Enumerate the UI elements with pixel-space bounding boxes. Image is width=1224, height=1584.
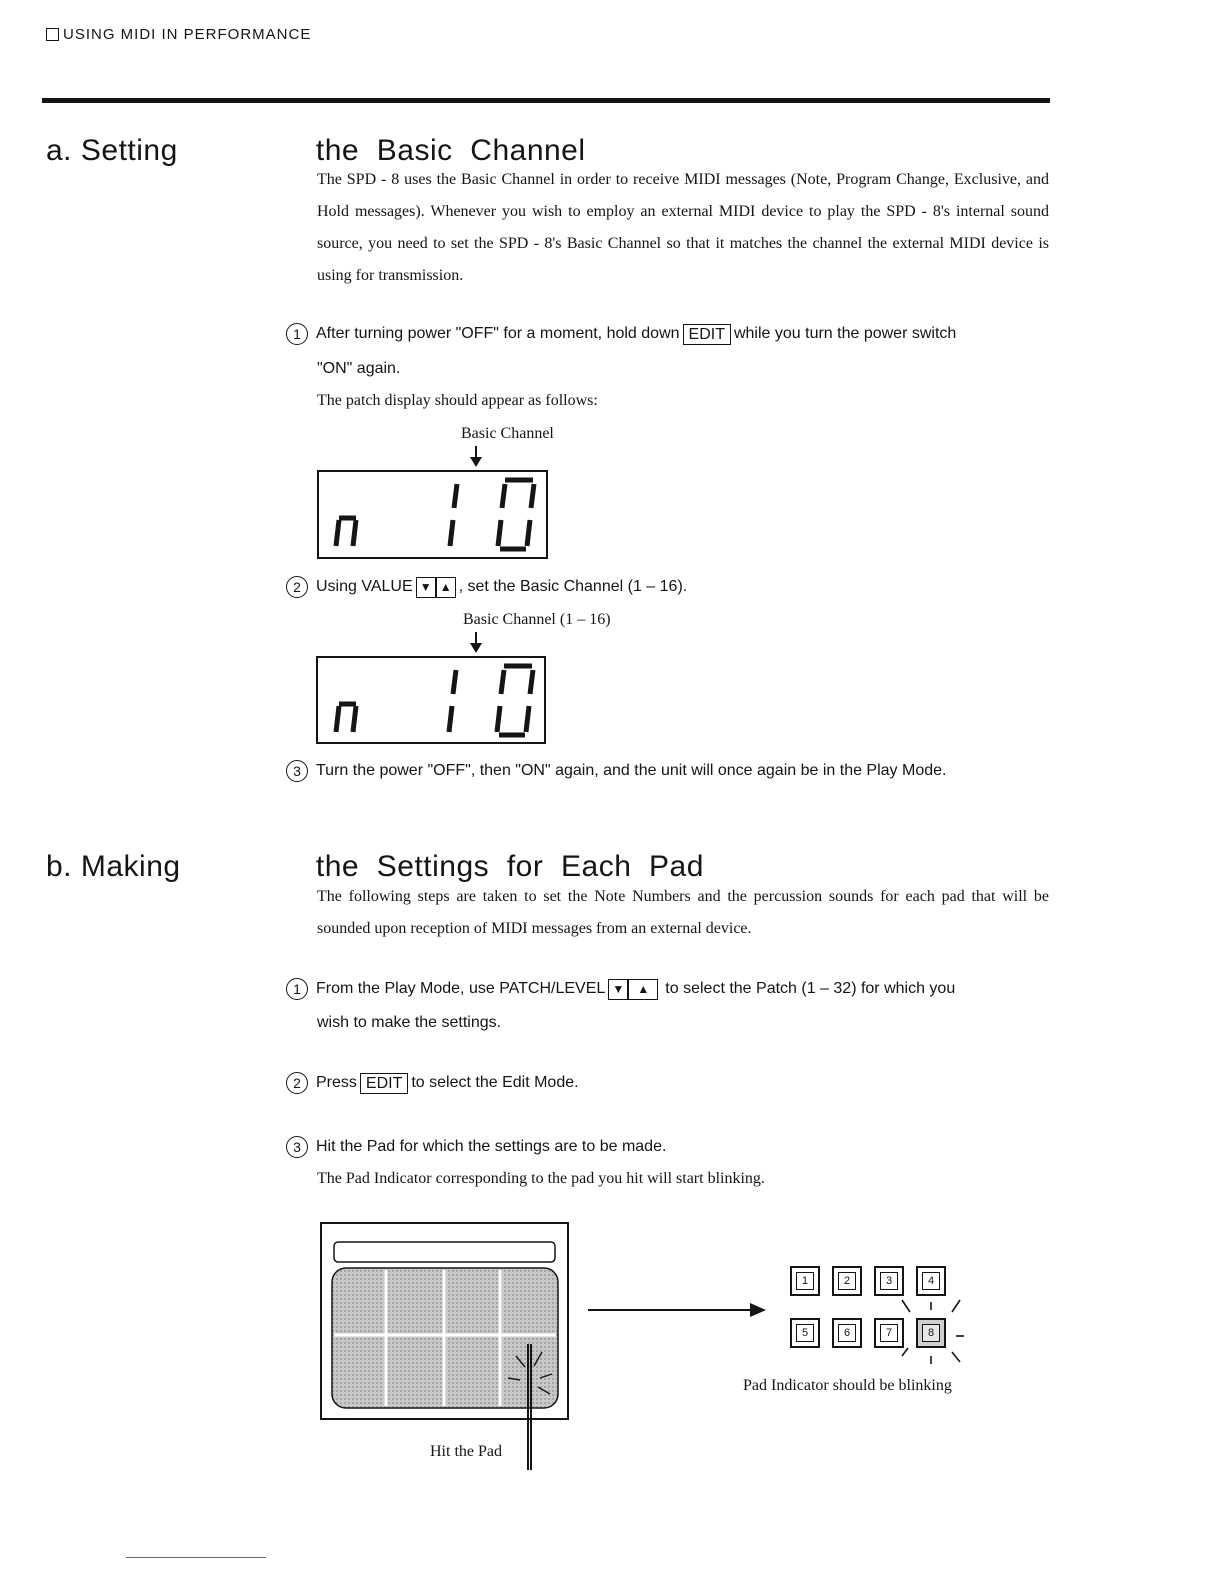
pad-number: 7 [880, 1324, 898, 1342]
step-number: 1 [286, 323, 308, 345]
arrow-down-icon [466, 446, 486, 468]
step-text: Press [316, 1074, 357, 1091]
step-text: while you turn the power switch [733, 325, 957, 342]
step-number: 2 [286, 1072, 308, 1094]
section-a-title [46, 134, 586, 168]
step-text: Hit the Pad for which the settings are to be made. [316, 1138, 667, 1155]
pad-number: 6 [838, 1324, 856, 1342]
up-triangle-icon: ▲ [436, 577, 456, 598]
display1-caption: Basic Channel [461, 425, 554, 442]
edit-button-label: EDIT [360, 1073, 408, 1094]
section-a-step1-note: The patch display should appear as follows: [317, 392, 598, 409]
section-b-step1-line2: wish to make the settings. [317, 1014, 502, 1031]
hit-pad-caption: Hit the Pad [430, 1443, 502, 1460]
header-rule [42, 98, 1050, 103]
pad-indicator-caption: Pad Indicator should be blinking [743, 1377, 952, 1394]
value-buttons [416, 577, 456, 598]
step-text: Turn the power "OFF", then "ON" again, and the unit will once again be in the Play Mode. [316, 762, 947, 779]
pad-number: 1 [796, 1272, 814, 1290]
pad-number: 3 [880, 1272, 898, 1290]
section-a-rest: the Basic Channel [315, 134, 586, 167]
blink-rays-icon [898, 1296, 968, 1376]
section-a-word1: Setting [80, 134, 178, 167]
up-triangle-icon: ▲ [628, 979, 658, 1000]
pad-indicator-2 [832, 1266, 862, 1296]
step-text: , set the Basic Channel (1 – 16). [458, 578, 688, 595]
step-number: 3 [286, 1136, 308, 1158]
section-b-step1 [286, 978, 955, 1000]
section-b-rest: the Settings for Each Pad [315, 850, 704, 883]
section-b-step3 [286, 1136, 666, 1158]
step-number: 3 [286, 760, 308, 782]
patch-display-2 [316, 656, 546, 744]
display2-caption: Basic Channel (1 – 16) [463, 611, 611, 628]
pad-indicator-6 [832, 1318, 862, 1348]
step-number: 2 [286, 576, 308, 598]
edit-button-label: EDIT [683, 324, 731, 345]
section-a-step1-line2: "ON" again. [317, 360, 401, 377]
section-a-letter: a. [46, 134, 73, 167]
pad-indicator-3 [874, 1266, 904, 1296]
section-b-word1: Making [80, 850, 181, 883]
header-box-icon [46, 28, 59, 41]
step-text: After turning power "OFF" for a moment, hold down [316, 325, 680, 342]
running-header [46, 26, 311, 43]
header-section-label: USING MIDI IN PERFORMANCE [63, 26, 312, 43]
step-text: to select the Edit Mode. [411, 1074, 579, 1091]
section-b-title [46, 850, 704, 884]
pad-number: 2 [838, 1272, 856, 1290]
step-text: From the Play Mode, use PATCH/LEVEL [316, 980, 606, 997]
arrow-down-icon [466, 632, 486, 654]
section-a-intro: The SPD - 8 uses the Basic Channel in order to receive MIDI messages (Note, Program Change, Exclusive, and Hold messages). Whenever you wish to employ an external MIDI device to play the SPD - 8's internal sound source, you need to set the SPD - 8's Basic Channel so that it matches the channel the external MIDI device is using for transmission. [317, 171, 1049, 284]
section-b-step3-note: The Pad Indicator corresponding to the pad you hit will start blinking. [317, 1170, 765, 1187]
pad-number: 5 [796, 1324, 814, 1342]
patch-display-1 [317, 470, 548, 559]
section-a-step1 [286, 323, 956, 345]
pad-number: 8 [922, 1324, 940, 1342]
pad-number: 4 [922, 1272, 940, 1290]
pad-indicator-4 [916, 1266, 946, 1296]
pad-indicator-1 [790, 1266, 820, 1296]
footer-line [126, 1557, 266, 1558]
step-number: 1 [286, 978, 308, 1000]
section-b-intro: The following steps are taken to set the Note Numbers and the percussion sounds for each pad that will be sounded upon reception of MIDI messages from an external device. [317, 888, 1049, 937]
down-triangle-icon: ▼ [416, 577, 436, 598]
down-triangle-icon: ▼ [608, 979, 628, 1000]
section-a-step2 [286, 576, 687, 598]
patch-level-buttons [608, 979, 658, 1000]
section-b-step2 [286, 1072, 579, 1094]
step-text: to select the Patch (1 – 32) for which you [665, 980, 956, 997]
arrow-right-icon [588, 1300, 768, 1320]
section-b-letter: b. [46, 850, 73, 883]
pad-indicator-grid [790, 1266, 990, 1366]
pad-indicator-5 [790, 1318, 820, 1348]
step-text: Using VALUE [316, 578, 413, 595]
section-a-step3 [286, 760, 946, 782]
device-illustration [320, 1222, 570, 1472]
